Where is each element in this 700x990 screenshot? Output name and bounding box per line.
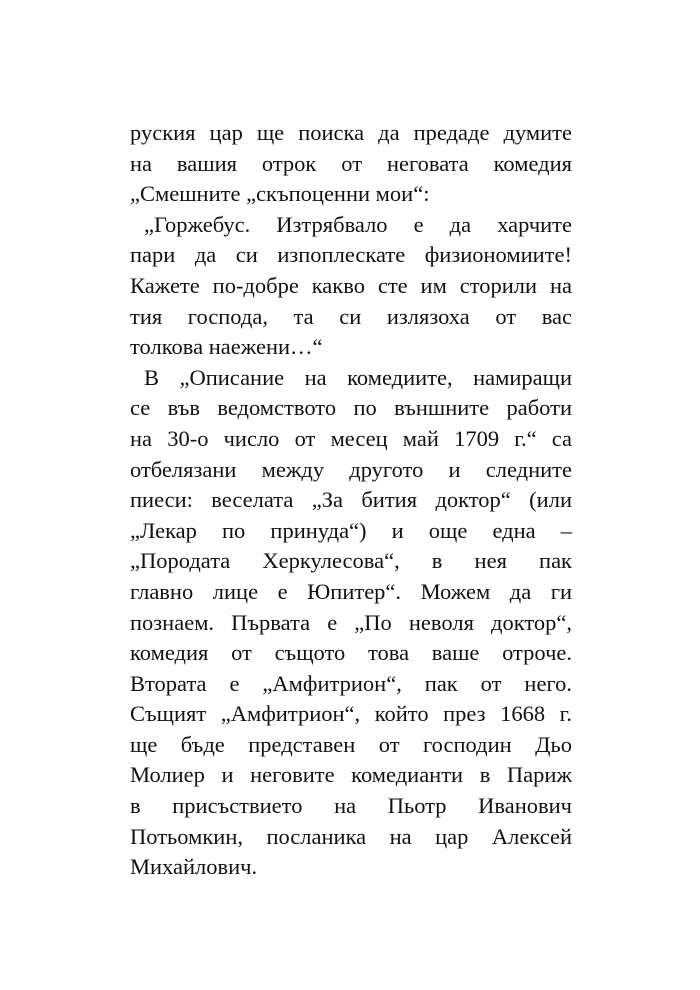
text-line: познаем. Първата е „По неволя доктор“, (130, 609, 572, 635)
page-text (130, 118, 572, 883)
text-line: Михайлович. (130, 854, 258, 880)
text-line: руския цар ще поиска да предаде думите (130, 120, 572, 145)
text-line: „Породата Херкулесова“, в нея пак (130, 548, 572, 574)
text-line: пиеси: веселата „За бития доктор“ (или (130, 487, 572, 513)
text-line: „Смешните „скъпоценни мои“: (130, 181, 430, 207)
text-line: Същият „Амфитрион“, който през 1668 г. (130, 701, 572, 727)
text-line: главно лице е Юпитер“. Можем да ги (130, 578, 572, 604)
text-line: „Горжебус. Изтрябвало е да харчите (144, 211, 572, 237)
text-line: на вашия отрок от неговата комедия (130, 150, 572, 176)
text-line: пари да си изпоплескате физиономиите! (130, 242, 572, 268)
text-line: тия господа, та си излязоха от вас (130, 303, 572, 329)
text-line: в присъствието на Пьотр Иванович (130, 793, 572, 819)
text-line: комедия от същото това ваше отроче. (130, 640, 572, 666)
text-line: Потьомкин, посланика на цар Алексей (130, 823, 572, 849)
text-line: В „Описание на комедиите, намиращи (144, 364, 572, 390)
text-line: Кажете по-добре какво сте им сторили на (130, 272, 572, 298)
text-line: Молиер и неговите комедианти в Париж (130, 762, 572, 788)
text-line: отбелязани между другото и следните (130, 456, 572, 482)
text-line: Втората е „Амфитрион“, пак от него. (130, 670, 572, 696)
text-line: се във ведомството по външните работи (130, 395, 572, 421)
text-line: „Лекар по принуда“) и още една – (130, 517, 572, 543)
text-line: толкова наежени…“ (130, 334, 323, 360)
text-line: ще бъде представен от господин Дьо (130, 731, 572, 757)
text-line: на 30-о число от месец май 1709 г.“ са (130, 425, 572, 451)
